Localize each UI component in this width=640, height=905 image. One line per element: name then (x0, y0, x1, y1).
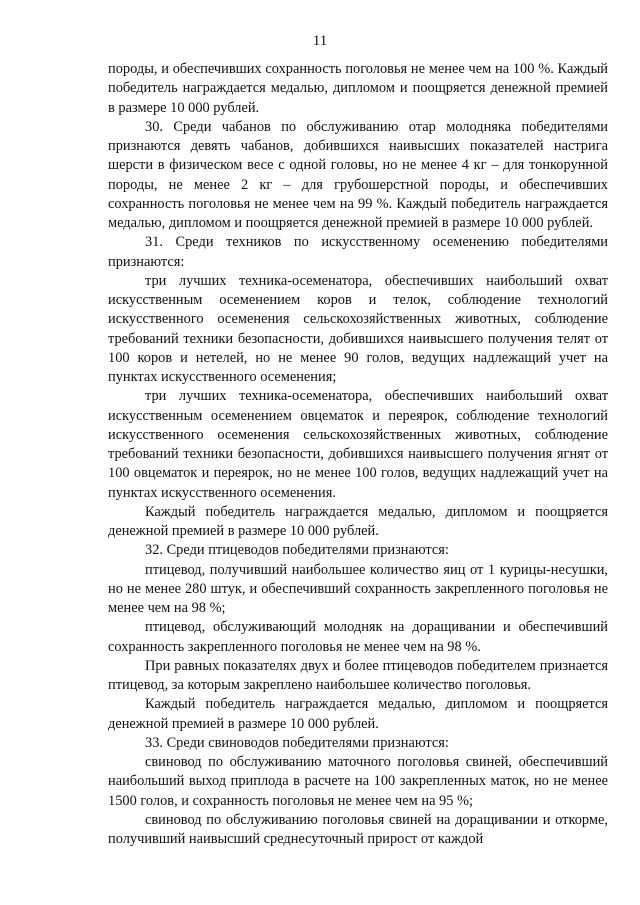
paragraph-item-32: 32. Среди птицеводов победителями признаются: (145, 542, 449, 559)
paragraph-32-reward: Каждый победитель награждается медалью, дипломом и поощряется денежной премией в размере 10 000 рублей. (108, 696, 608, 732)
paragraph-item-30: 30. Среди чабанов по обслуживанию отар молодняка победителями признаются девять чабанов, добившихся наивысших показателей настрига шерсти в физическом весе с одной головы, но не менее 4 кг – для тонкорунной породы, не менее 2 кг – для грубошерстной породы, и обеспечивших сохранность поголовья не менее чем на 99 %. Каждый победитель награждается медалью, дипломом и поощряется денежной премией в размере 10 000 рублей. (108, 118, 608, 231)
paragraph-31-sheep: три лучших техника-осеменатора, обеспечивших наибольший охват искусственным осеменением овцематок и переярок, соблюдение технологий искусственного осеменения сельскохозяйственных животных, соблюдение требований техники безопасности, добившихся наивысшего получения ягнят от 100 овцематок и переярок, но не менее 100 голов, ведущих надлежащий учет на пунктах искусственного осеменения. (108, 388, 608, 501)
paragraph-32-young: птицевод, обслуживающий молодняк на доращивании и обеспечивший сохранность закрепленного поголовья не менее чем на 98 %. (108, 619, 608, 655)
paragraph-item-33: 33. Среди свиноводов победителями признаются: (145, 734, 449, 751)
paragraph-31-cattle: три лучших техника-осеменатора, обеспечивших наибольший охват искусственным осеменением коров и телок, соблюдение технологий искусственного осеменения сельскохозяйственных животных, соблюдение требований техники безопасности, добившихся наивысшего получения телят от 100 коров и нетелей, но не менее 90 голов, ведущих надлежащий учет на пунктах искусственного осеменения; (108, 272, 608, 385)
page-number: 11 (312, 33, 328, 49)
document-body (108, 60, 608, 849)
paragraph-32-eggs: птицевод, получивший наибольшее количество яиц от 1 курицы-несушки, но не менее 280 штук, и обеспечивший сохранность закрепленного поголовья не менее чем на 98 %; (108, 561, 608, 616)
paragraph-31-reward: Каждый победитель награждается медалью, дипломом и поощряется денежной премией в размере 10 000 рублей. (108, 503, 608, 539)
paragraph-33-sows: свиновод по обслуживанию маточного поголовья свиней, обеспечивший наибольший выход приплода в расчете на 100 закрепленных маток, но не менее 1500 голов, и сохранность поголовья не менее чем на 95 %; (108, 754, 608, 809)
paragraph-32-tie: При равных показателях двух и более птицеводов победителем признается птицевод, за которым закреплено наибольшее количество поголовья. (108, 657, 608, 693)
paragraph-continuation: породы, и обеспечивших сохранность поголовья не менее чем на 100 %. Каждый победитель награждается медалью, дипломом и поощряется денежной премией в размере 10 000 рублей. (108, 61, 608, 116)
paragraph-33-fattening: свиновод по обслуживанию поголовья свиней на доращивании и откорме, получивший наивысший среднесуточный прирост от каждой (108, 811, 608, 847)
paragraph-item-31: 31. Среди техников по искусственному осеменению победителями признаются: (108, 234, 608, 270)
